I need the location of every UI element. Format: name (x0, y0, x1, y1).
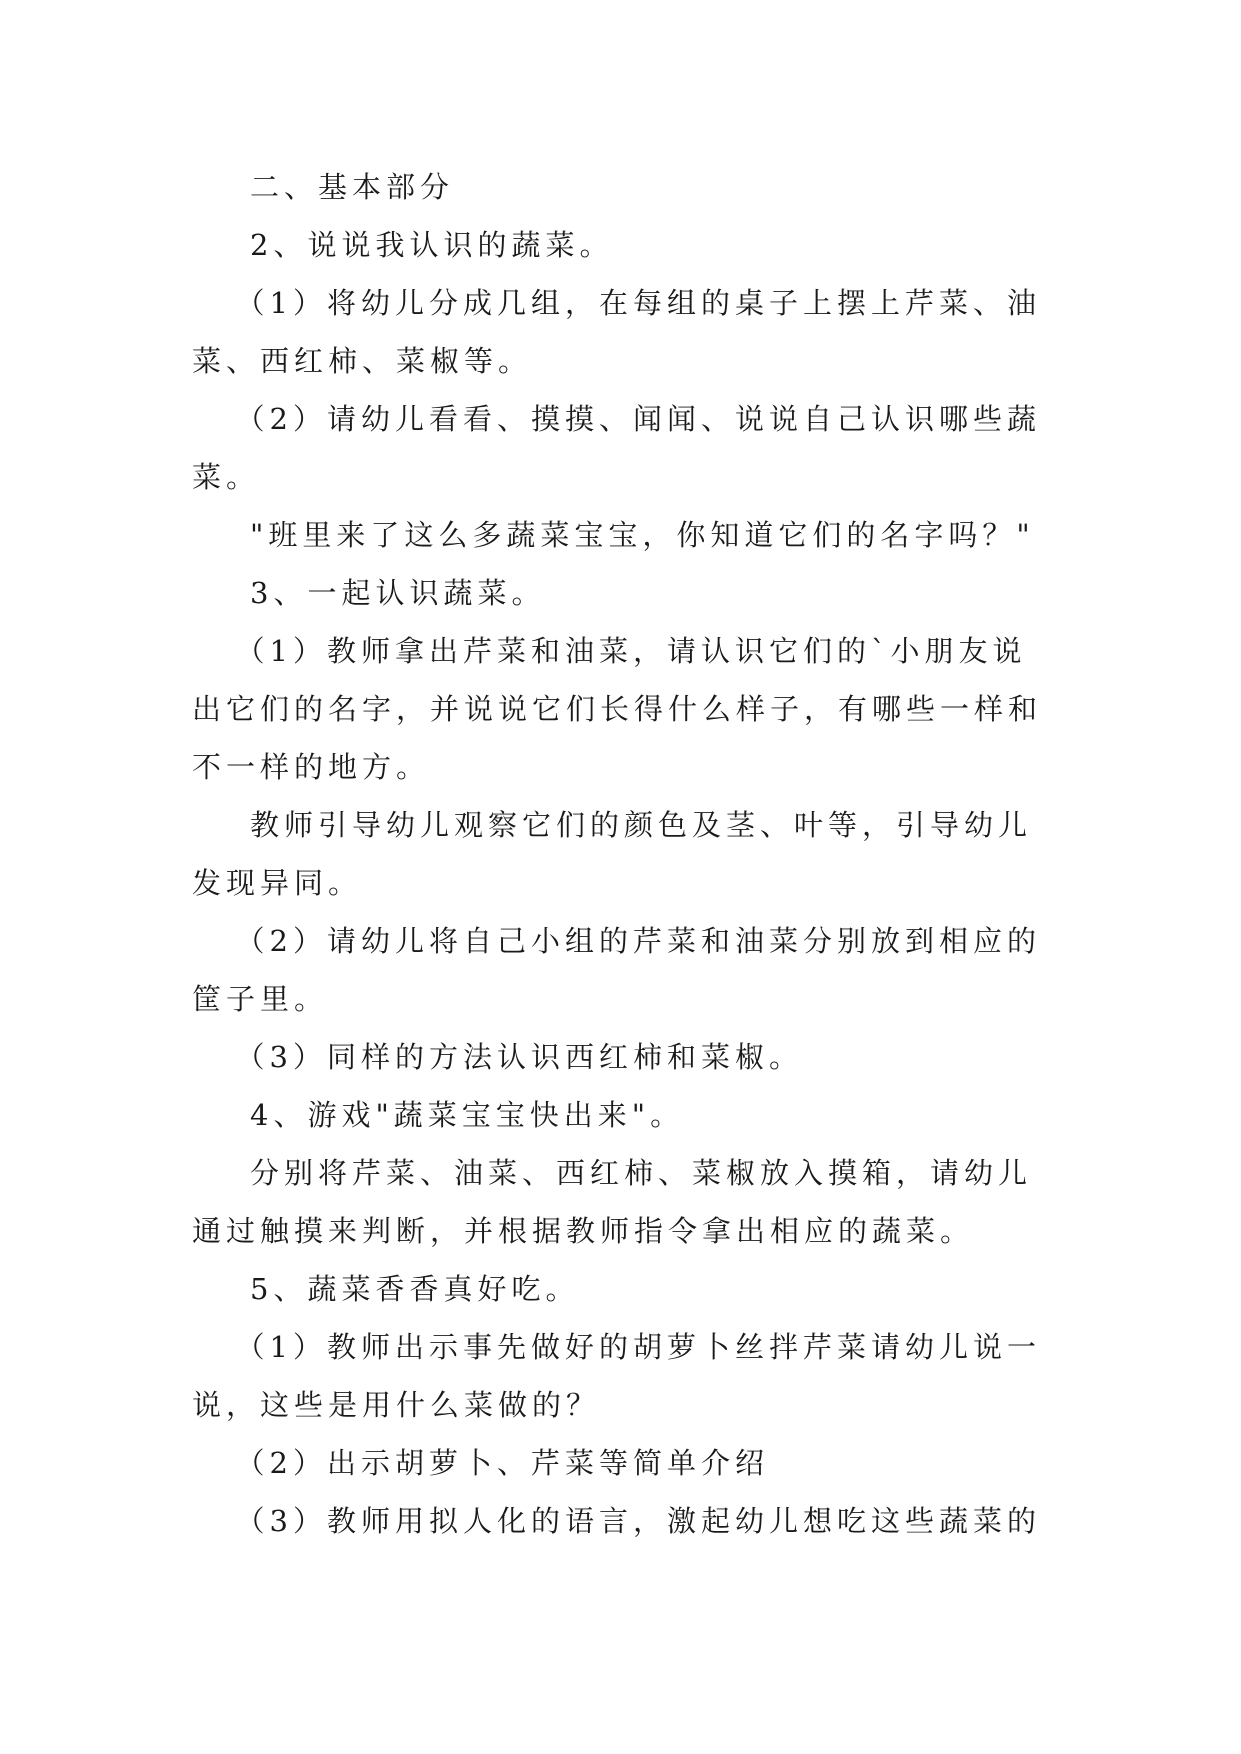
section-heading: 二、基本部分 (250, 170, 455, 204)
paragraph: （1）教师出示事先做好的胡萝卜丝拌芹菜请幼儿说一说，这些是用什么菜做的？ (192, 1330, 1041, 1422)
step-heading: 3、一起认识蔬菜。 (250, 576, 546, 610)
paragraph: 分别将芹菜、油菜、西红柿、菜椒放入摸箱，请幼儿通过触摸来判断，并根据教师指令拿出相应的蔬菜。 (192, 1156, 1033, 1248)
paragraph: （1）将幼儿分成几组，在每组的桌子上摆上芹菜、油菜、西红柿、菜椒等。 (192, 286, 1041, 378)
paragraph: （2）请幼儿看看、摸摸、闻闻、说说自己认识哪些蔬菜。 (192, 402, 1041, 494)
quote-paragraph: "班里来了这么多蔬菜宝宝，你知道它们的名字吗？" (250, 518, 1035, 552)
paragraph: （2）出示胡萝卜、芹菜等简单介绍 (235, 1446, 769, 1480)
step-heading: 5、蔬菜香香真好吃。 (250, 1272, 580, 1306)
paragraph: （3）教师用拟人化的语言，激起幼儿想吃这些蔬菜的 (235, 1504, 1041, 1538)
paragraph: 教师引导幼儿观察它们的颜色及茎、叶等，引导幼儿发现异同。 (192, 808, 1033, 900)
document-body (192, 158, 1050, 1550)
paragraph: （1）教师拿出芹菜和油菜，请认识它们的`小朋友说出它们的名字，并说说它们长得什么样子，有哪些一样和不一样的地方。 (192, 634, 1043, 784)
paragraph: （2）请幼儿将自己小组的芹菜和油菜分别放到相应的筐子里。 (192, 924, 1041, 1016)
paragraph: （3）同样的方法认识西红柿和菜椒。 (235, 1040, 803, 1074)
step-heading: 4、游戏"蔬菜宝宝快出来"。 (250, 1098, 685, 1132)
step-heading: 2、说说我认识的蔬菜。 (250, 228, 614, 262)
